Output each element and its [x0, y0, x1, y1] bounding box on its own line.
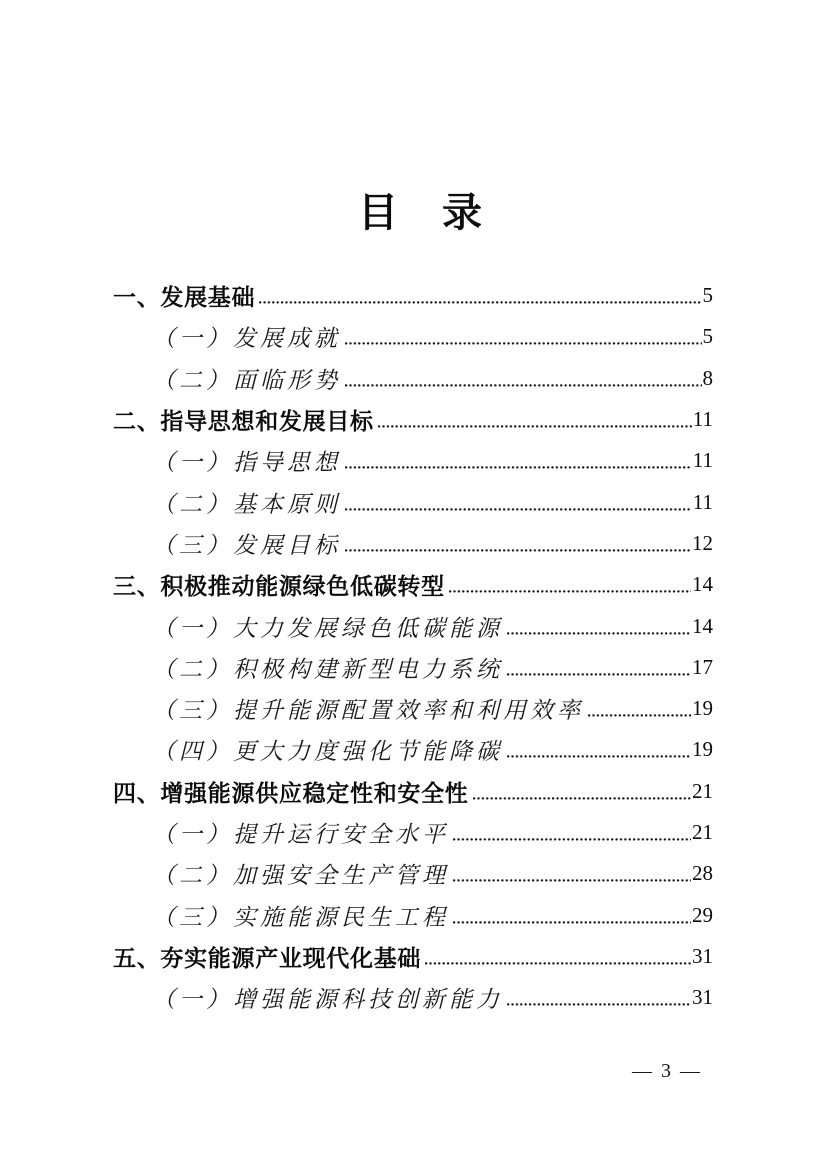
- page-footer: [604, 1037, 702, 1106]
- dot-leader: [425, 962, 691, 965]
- dot-leader: [345, 466, 692, 469]
- toc-page-number: 31: [692, 985, 713, 1010]
- toc-page-number: 21: [692, 820, 713, 844]
- page-title: 目 录: [358, 190, 484, 235]
- toc-page-number: 11: [692, 407, 713, 432]
- toc-entry-label: 三、积极推动能源绿色低碳转型: [113, 573, 445, 600]
- dot-leader: [345, 508, 692, 511]
- toc-entry-label: （一）提升运行安全水平: [152, 822, 449, 847]
- toc-entry: [113, 647, 713, 688]
- toc-entry: [113, 605, 713, 646]
- dot-leader: [453, 838, 691, 841]
- toc-entry: [113, 564, 713, 605]
- dot-leader: [588, 714, 691, 717]
- dot-leader: [378, 425, 692, 428]
- dot-leader: [345, 342, 702, 345]
- dot-leader: [259, 301, 701, 304]
- toc-entry: [113, 812, 713, 853]
- toc-entry: [113, 275, 713, 316]
- toc-page-number: 5: [702, 283, 713, 308]
- toc-entry: [113, 894, 713, 935]
- toc-entry-label: （二）基本原则: [152, 491, 341, 517]
- toc-entry: [113, 440, 713, 481]
- dot-leader: [507, 673, 691, 676]
- toc-page-number: 14: [692, 572, 713, 597]
- toc-entry-label: （二）面临形势: [152, 367, 341, 393]
- toc-entry: [113, 481, 713, 522]
- dot-leader: [449, 590, 691, 593]
- dot-leader: [345, 549, 691, 552]
- toc-entry-label: （三）发展目标: [152, 532, 341, 558]
- toc-page-number: 5: [702, 324, 713, 349]
- toc-entry-label: （三）实施能源民生工程: [152, 904, 449, 930]
- toc-entry: [113, 936, 713, 977]
- toc-entry: [113, 853, 713, 894]
- dot-leader: [507, 755, 691, 758]
- toc-entry: [113, 688, 713, 729]
- dot-leader: [345, 384, 702, 387]
- toc-entry: [113, 977, 713, 1018]
- toc-entry: [113, 399, 713, 440]
- toc-entry: [113, 316, 713, 357]
- toc-page-number: 17: [692, 654, 713, 679]
- toc-entry-label: （二）积极构建新型电力系统: [152, 656, 503, 682]
- toc-entry-label: （二）加强安全生产管理: [152, 863, 449, 889]
- toc-entry: [113, 523, 713, 564]
- toc-list: [113, 275, 713, 1018]
- toc-entry-label: 一、发展基础: [113, 284, 256, 311]
- toc-entry-label: 二、指导思想和发展目标: [113, 408, 374, 435]
- dot-leader: [453, 921, 691, 924]
- toc-entry-label: （一）大力发展绿色低碳能源: [152, 615, 503, 641]
- toc-page-number: 28: [692, 861, 713, 886]
- toc-entry: [113, 358, 713, 399]
- toc-entry-label: （一）指导思想: [152, 450, 341, 476]
- toc-entry: [113, 729, 713, 770]
- toc-entry-label: （一）发展成就: [152, 326, 341, 352]
- toc-entry-label: 五、夯实能源产业现代化基础: [113, 944, 422, 971]
- toc-entry-label: 四、增强能源供应稳定性和安全性: [113, 779, 469, 806]
- footer-page-number: — 3 —: [632, 1060, 702, 1082]
- dot-leader: [473, 797, 692, 800]
- dot-leader: [453, 879, 691, 882]
- dot-leader: [507, 632, 691, 635]
- toc-page-number: 29: [692, 902, 713, 927]
- toc-page-number: 11: [692, 489, 713, 514]
- toc-page-number: 19: [692, 737, 713, 762]
- toc-entry-label: （三）提升能源配置效率和利用效率: [152, 698, 584, 724]
- toc-entry-label: （四）更大力度强化节能降碳: [152, 739, 503, 765]
- toc-entry-label: （一）增强能源科技创新能力: [152, 987, 503, 1013]
- toc-page-number: 21: [692, 778, 713, 803]
- toc-page-number: 8: [702, 365, 713, 390]
- toc-entry: [113, 771, 713, 812]
- dot-leader: [507, 1003, 691, 1006]
- toc-page-number: 14: [692, 613, 713, 638]
- toc-page-number: 11: [692, 448, 713, 473]
- toc-page-number: 31: [692, 943, 713, 968]
- toc-page-number: 12: [692, 530, 713, 555]
- toc-page-number: 19: [692, 696, 713, 721]
